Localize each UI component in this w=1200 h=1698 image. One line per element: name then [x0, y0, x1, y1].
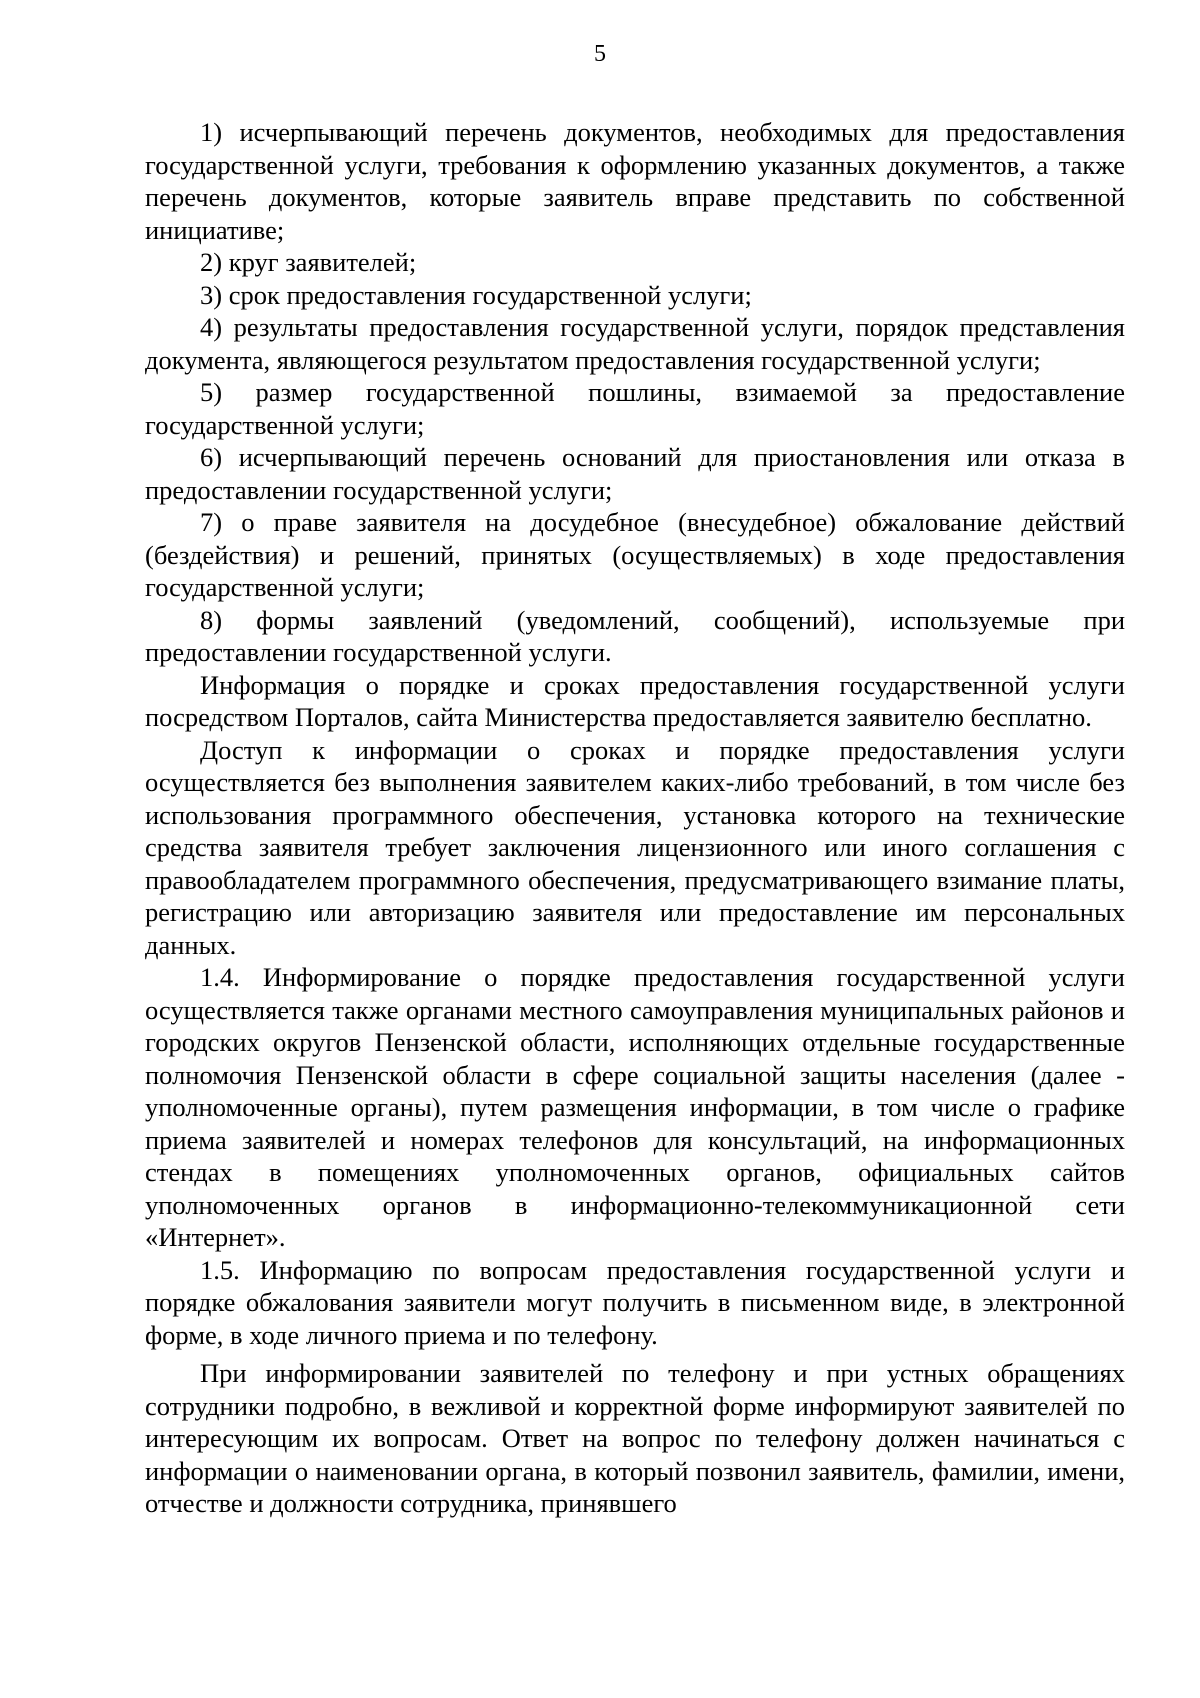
paragraph-info-free: Информация о порядке и сроках предоставления государственной услуги посредством Порталов, сайта Министерства предоставляется заявителю бесплатно.: [145, 669, 1125, 732]
paragraph-section-1-4: 1.4. Информирование о порядке предоставления государственной услуги осуществляется также органами местного самоуправления муниципальных районов и городских округов Пензенской области, исполняющих отдельные государственные полномочия Пензенской области в сфере социальной защиты населения (далее - уполномоченные органы), путем размещения информации, в том числе о графике приема заявителей и номерах телефонов для консультаций, на информационных стендах в помещениях уполномоченных органов, официальных сайтов уполномоченных органов в информационно-телекоммуникационной сети «Интернет».: [145, 962, 1125, 1252]
paragraph-item-7: 7) о праве заявителя на досудебное (внесудебное) обжалование действий (бездействия) и решений, принятых (осуществляемых) в ходе предоставления государственной услуги;: [145, 507, 1125, 602]
paragraph-item-2: 2) круг заявителей;: [200, 247, 417, 277]
paragraph-item-3: 3) срок предоставления государственной услуги;: [200, 279, 752, 310]
paragraph-item-8: 8) формы заявлений (уведомлений, сообщений), используемые при предоставлении государственной услуги.: [145, 604, 1125, 667]
paragraph-section-1-5: 1.5. Информацию по вопросам предоставления государственной услуги и порядке обжалования заявители могут получить в письменном виде, в электронной форме, в ходе личного приема и по телефону.: [145, 1254, 1125, 1350]
paragraph-access: Доступ к информации о сроках и порядке предоставления услуги осуществляется без выполнения заявителем каких-либо требований, в том числе без использования программного обеспечения, установка которого на технические средства заявителя требует заключения лицензионного или иного соглашения с правообладателем программного обеспечения, предусматривающего взимание платы, регистрацию или авторизацию заявителя или предоставление им персональных данных.: [145, 734, 1125, 960]
paragraph-phone-info: При информировании заявителей по телефону и при устных обращениях сотрудники подробно, в вежливой и корректной форме информируют заявителей по интересующим их вопросам. Ответ на вопрос по телефону должен начинаться с информации о наименовании органа, в который позвонил заявитель, фамилии, имени, отчестве и должности сотрудника, принявшего: [145, 1358, 1125, 1518]
paragraph-item-6: 6) исчерпывающий перечень оснований для приостановления или отказа в предоставлении государственной услуги;: [145, 442, 1125, 505]
page-number: 5: [594, 41, 606, 67]
paragraph-item-1: 1) исчерпывающий перечень документов, необходимых для предоставления государственной услуги, требования к оформлению указанных документов, а также перечень документов, которые заявитель вправе представить по собственной инициативе;: [145, 117, 1125, 245]
document-body: [145, 116, 1125, 1520]
paragraph-item-4: 4) результаты предоставления государственной услуги, порядок представления документа, являющегося результатом предоставления государственной услуги;: [145, 312, 1125, 375]
paragraph-item-5: 5) размер государственной пошлины, взимаемой за предоставление государственной услуги;: [145, 377, 1125, 440]
